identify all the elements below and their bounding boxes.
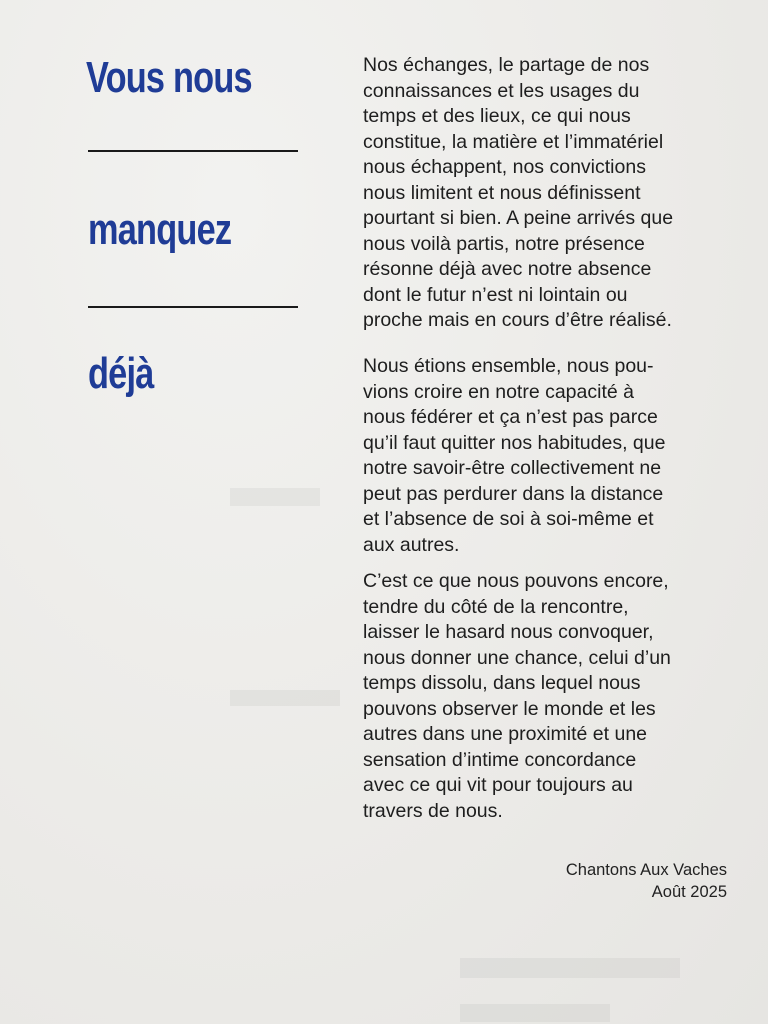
- text-line: nous échappent, nos convictions: [363, 156, 646, 178]
- title-divider: [88, 306, 298, 308]
- text-line: tendre du côté de la rencontre,: [363, 595, 629, 618]
- reverse-print-shadow: [460, 958, 680, 978]
- text-line: Nos échanges, le partage de nos: [363, 54, 650, 76]
- paragraph-2: [363, 354, 665, 558]
- title-divider: [88, 150, 298, 152]
- text-line: temps dissolu, dans lequel nous: [363, 672, 641, 694]
- text-line: nous fédérer et ça n’est pas parce: [363, 406, 658, 428]
- text-line: C’est ce que nous pouvons encore,: [363, 570, 669, 592]
- text-line: sensation d’intime concordance: [363, 748, 637, 771]
- text-line: vions croire en notre capacité à: [363, 380, 634, 403]
- signature-date: Août 2025: [651, 883, 727, 901]
- signature-author: Chantons Aux Vaches: [565, 861, 727, 879]
- text-line: nous voilà partis, notre présence: [363, 232, 645, 255]
- text-line: Nous étions ensemble, nous pou-: [363, 355, 654, 377]
- title-line-1: Vous nous: [86, 53, 252, 102]
- text-line: connaissances et les usages du: [363, 79, 640, 102]
- paragraph-3: [363, 569, 671, 824]
- text-line: laisser le hasard nous convoquer,: [363, 621, 654, 643]
- text-line: résonne déjà avec notre absence: [363, 258, 652, 280]
- text-line: travers de nous.: [363, 799, 503, 822]
- text-line: pourtant si bien. A peine arrivés que: [363, 207, 674, 229]
- reverse-print-shadow: [230, 488, 320, 506]
- text-line: et l’absence de soi à soi-même et: [363, 508, 654, 530]
- text-line: qu’il faut quitter nos habitudes, que: [363, 431, 666, 454]
- reverse-print-shadow: [460, 1004, 610, 1022]
- title-line-2: manquez: [88, 205, 232, 254]
- text-line: avec ce qui vit pour toujours au: [363, 774, 633, 796]
- text-line: dont le futur n’est ni lointain ou: [363, 283, 628, 306]
- title-line-3: déjà: [88, 349, 154, 398]
- text-line: constitue, la matière et l’immatériel: [363, 130, 664, 153]
- text-line: pouvons observer le monde et les: [363, 697, 656, 720]
- text-line: peut pas perdurer dans la distance: [363, 482, 664, 505]
- text-line: proche mais en cours d’être réalisé.: [363, 309, 672, 331]
- signature-block: [566, 859, 727, 903]
- text-line: autres dans une proximité et une: [363, 723, 648, 745]
- reverse-print-shadow: [230, 690, 340, 706]
- text-line: nous limitent et nous définissent: [363, 181, 641, 204]
- paragraph-1: [363, 53, 673, 334]
- text-line: temps et des lieux, ce qui nous: [363, 105, 631, 127]
- text-line: notre savoir-être collectivement ne: [363, 457, 662, 479]
- text-line: nous donner une chance, celui d’un: [363, 646, 671, 669]
- text-line: aux autres.: [363, 533, 460, 556]
